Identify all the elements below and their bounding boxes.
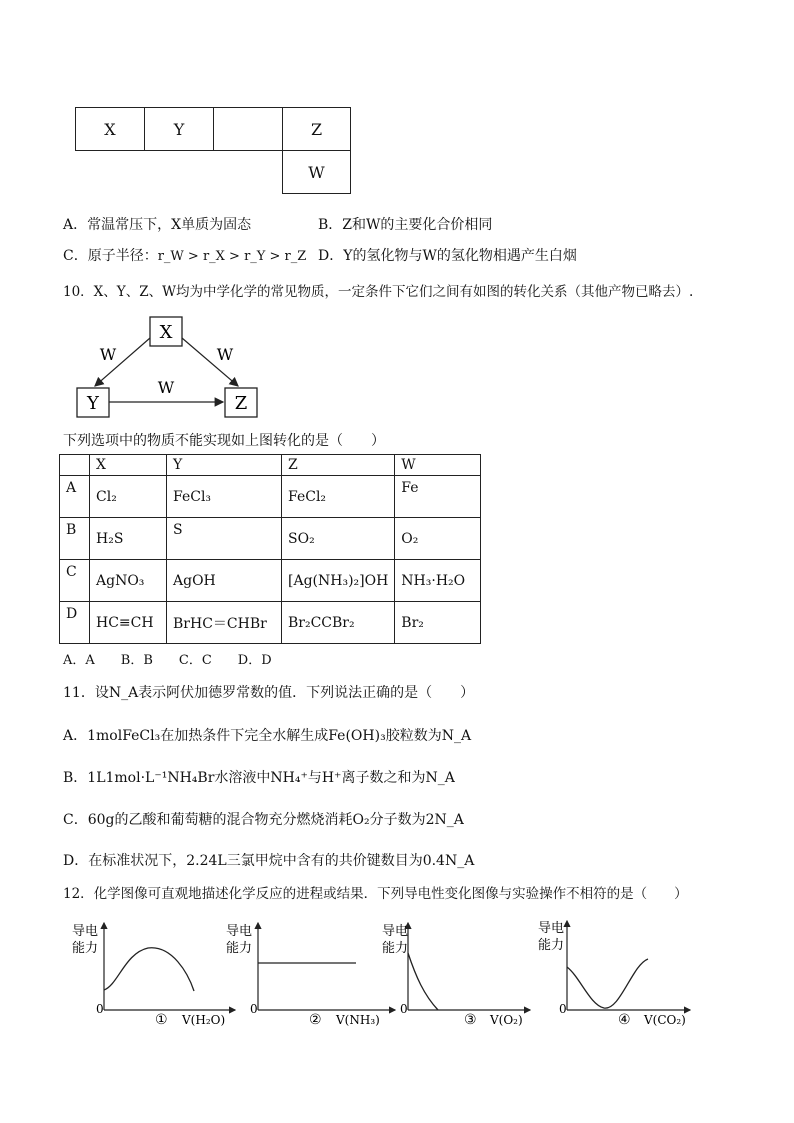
table-row [60, 560, 481, 602]
graph-3-number: ③ [464, 1012, 477, 1028]
row-label: A [60, 476, 90, 518]
q10-stem: 10．X、Y、Z、W均为中学化学的常见物质，一定条件下它们之间有如图的转化关系（其他产物已略去）. [63, 284, 694, 300]
table-row [60, 476, 481, 518]
graph-3 [382, 923, 530, 1028]
graph-1-ylabel-line2: 能力 [72, 941, 99, 956]
row-label: B [60, 518, 90, 560]
graph-4 [538, 920, 690, 1028]
graph-4-ylabel-line1: 导电 [538, 921, 565, 936]
q9-option-d: D．Y的氢化物与W的氢化物相遇产生白烟 [318, 248, 577, 264]
table-cell: FeCl₂ [282, 476, 395, 518]
graph-4-ylabel-line2: 能力 [538, 938, 565, 953]
table-cell: SO₂ [282, 518, 395, 560]
q9-option-c-formula: r_W > r_X > r_Y > r_Z [157, 249, 307, 264]
q11-option-a: A．1molFeCl₃在加热条件下完全水解生成Fe(OH)₃胶粒数为N_A [63, 728, 472, 744]
q11-stem: 11．设N_A表示阿伏加德罗常数的值．下列说法正确的是（ ） [63, 685, 475, 701]
graph-3-origin: 0 [400, 1002, 408, 1016]
q11-option-c: C．60g的乙酸和葡萄糖的混合物充分燃烧消耗O₂分子数为2N_A [63, 812, 464, 828]
header-cell: X [90, 455, 167, 476]
table-cell: AgNO₃ [90, 560, 167, 602]
table-cell: Br₂ [395, 602, 481, 644]
q12-conductivity-graphs [60, 915, 740, 1035]
graph-4-xlabel: V(CO₂) [644, 1013, 686, 1027]
row-label: C [60, 560, 90, 602]
graph-1-curve [104, 948, 194, 991]
table-header-row [60, 455, 481, 476]
q9-option-c [63, 246, 306, 267]
q10-question: 下列选项中的物质不能实现如上图转化的是（ ） [63, 433, 385, 449]
header-cell: W [395, 455, 481, 476]
table-row [60, 602, 481, 644]
q12-stem: 12．化学图像可直观地描述化学反应的进程或结果．下列导电性变化图像与实验操作不相符的是（ ） [63, 886, 688, 902]
graph-1-origin: 0 [96, 1002, 104, 1016]
graph-4-number: ④ [618, 1012, 631, 1028]
table-row [60, 518, 481, 560]
graph-4-curve [567, 959, 648, 1008]
table-cell: O₂ [395, 518, 481, 560]
pt-cell-x: X [75, 107, 145, 151]
w-label-bottom: W [157, 378, 175, 397]
q11-option-d: D．在标准状况下，2.24L三氯甲烷中含有的共价键数目为0.4N_A [63, 853, 475, 869]
graph-2 [226, 923, 395, 1028]
graph-3-ylabel-line1: 导电 [382, 924, 409, 939]
graph-2-origin: 0 [250, 1002, 258, 1016]
pt-cell-z: Z [282, 107, 351, 151]
q11-option-b: B．1L1mol·L⁻¹NH₄Br水溶液中NH₄⁺与H⁺离子数之和为N_A [63, 770, 455, 786]
table-cell: AgOH [167, 560, 282, 602]
w-label-left: W [99, 345, 117, 364]
table-cell: Fe [395, 476, 481, 518]
q10-answer-choices: A．A B．B C．C D．D [63, 653, 272, 668]
graph-2-ylabel-line2: 能力 [226, 941, 253, 956]
q9-option-a: A．常温常压下，X单质为固态 [63, 217, 252, 233]
table-cell: S [167, 518, 282, 560]
pt-cell-w: W [282, 150, 351, 194]
table-cell: Br₂CCBr₂ [282, 602, 395, 644]
q10-conversion-diagram [60, 312, 290, 424]
header-cell [60, 455, 90, 476]
node-z-label: Z [234, 393, 248, 414]
graph-1-ylabel-line1: 导电 [72, 924, 99, 939]
table-cell: H₂S [90, 518, 167, 560]
pt-cell-empty [213, 107, 283, 151]
header-cell: Y [167, 455, 282, 476]
graph-4-origin: 0 [559, 1002, 567, 1016]
graph-1-number: ① [155, 1012, 168, 1028]
table-cell: BrHC＝CHBr [167, 602, 282, 644]
graph-1 [72, 923, 235, 1028]
graph-3-curve [408, 953, 438, 1010]
node-y-label: Y [87, 393, 99, 414]
graph-3-ylabel-line2: 能力 [382, 941, 409, 956]
node-x-label: X [159, 322, 173, 343]
q9-option-c-prefix: C．原子半径： [63, 248, 158, 264]
graph-3-xlabel: V(O₂) [490, 1013, 523, 1027]
table-cell: NH₃·H₂O [395, 560, 481, 602]
table-cell: HC≡CH [90, 602, 167, 644]
q9-option-b: B．Z和W的主要化合价相同 [318, 217, 493, 233]
graph-2-xlabel: V(NH₃) [336, 1013, 380, 1027]
table-cell: FeCl₃ [167, 476, 282, 518]
pt-cell-y: Y [144, 107, 214, 151]
row-label: D [60, 602, 90, 644]
graph-2-number: ② [309, 1012, 322, 1028]
graph-2-ylabel-line1: 导电 [226, 924, 253, 939]
table-cell: Cl₂ [90, 476, 167, 518]
table-cell: [Ag(NH₃)₂]OH [282, 560, 395, 602]
w-label-right: W [216, 345, 234, 364]
header-cell: Z [282, 455, 395, 476]
graph-1-xlabel: V(H₂O) [182, 1013, 226, 1027]
q10-options-table [59, 454, 481, 644]
